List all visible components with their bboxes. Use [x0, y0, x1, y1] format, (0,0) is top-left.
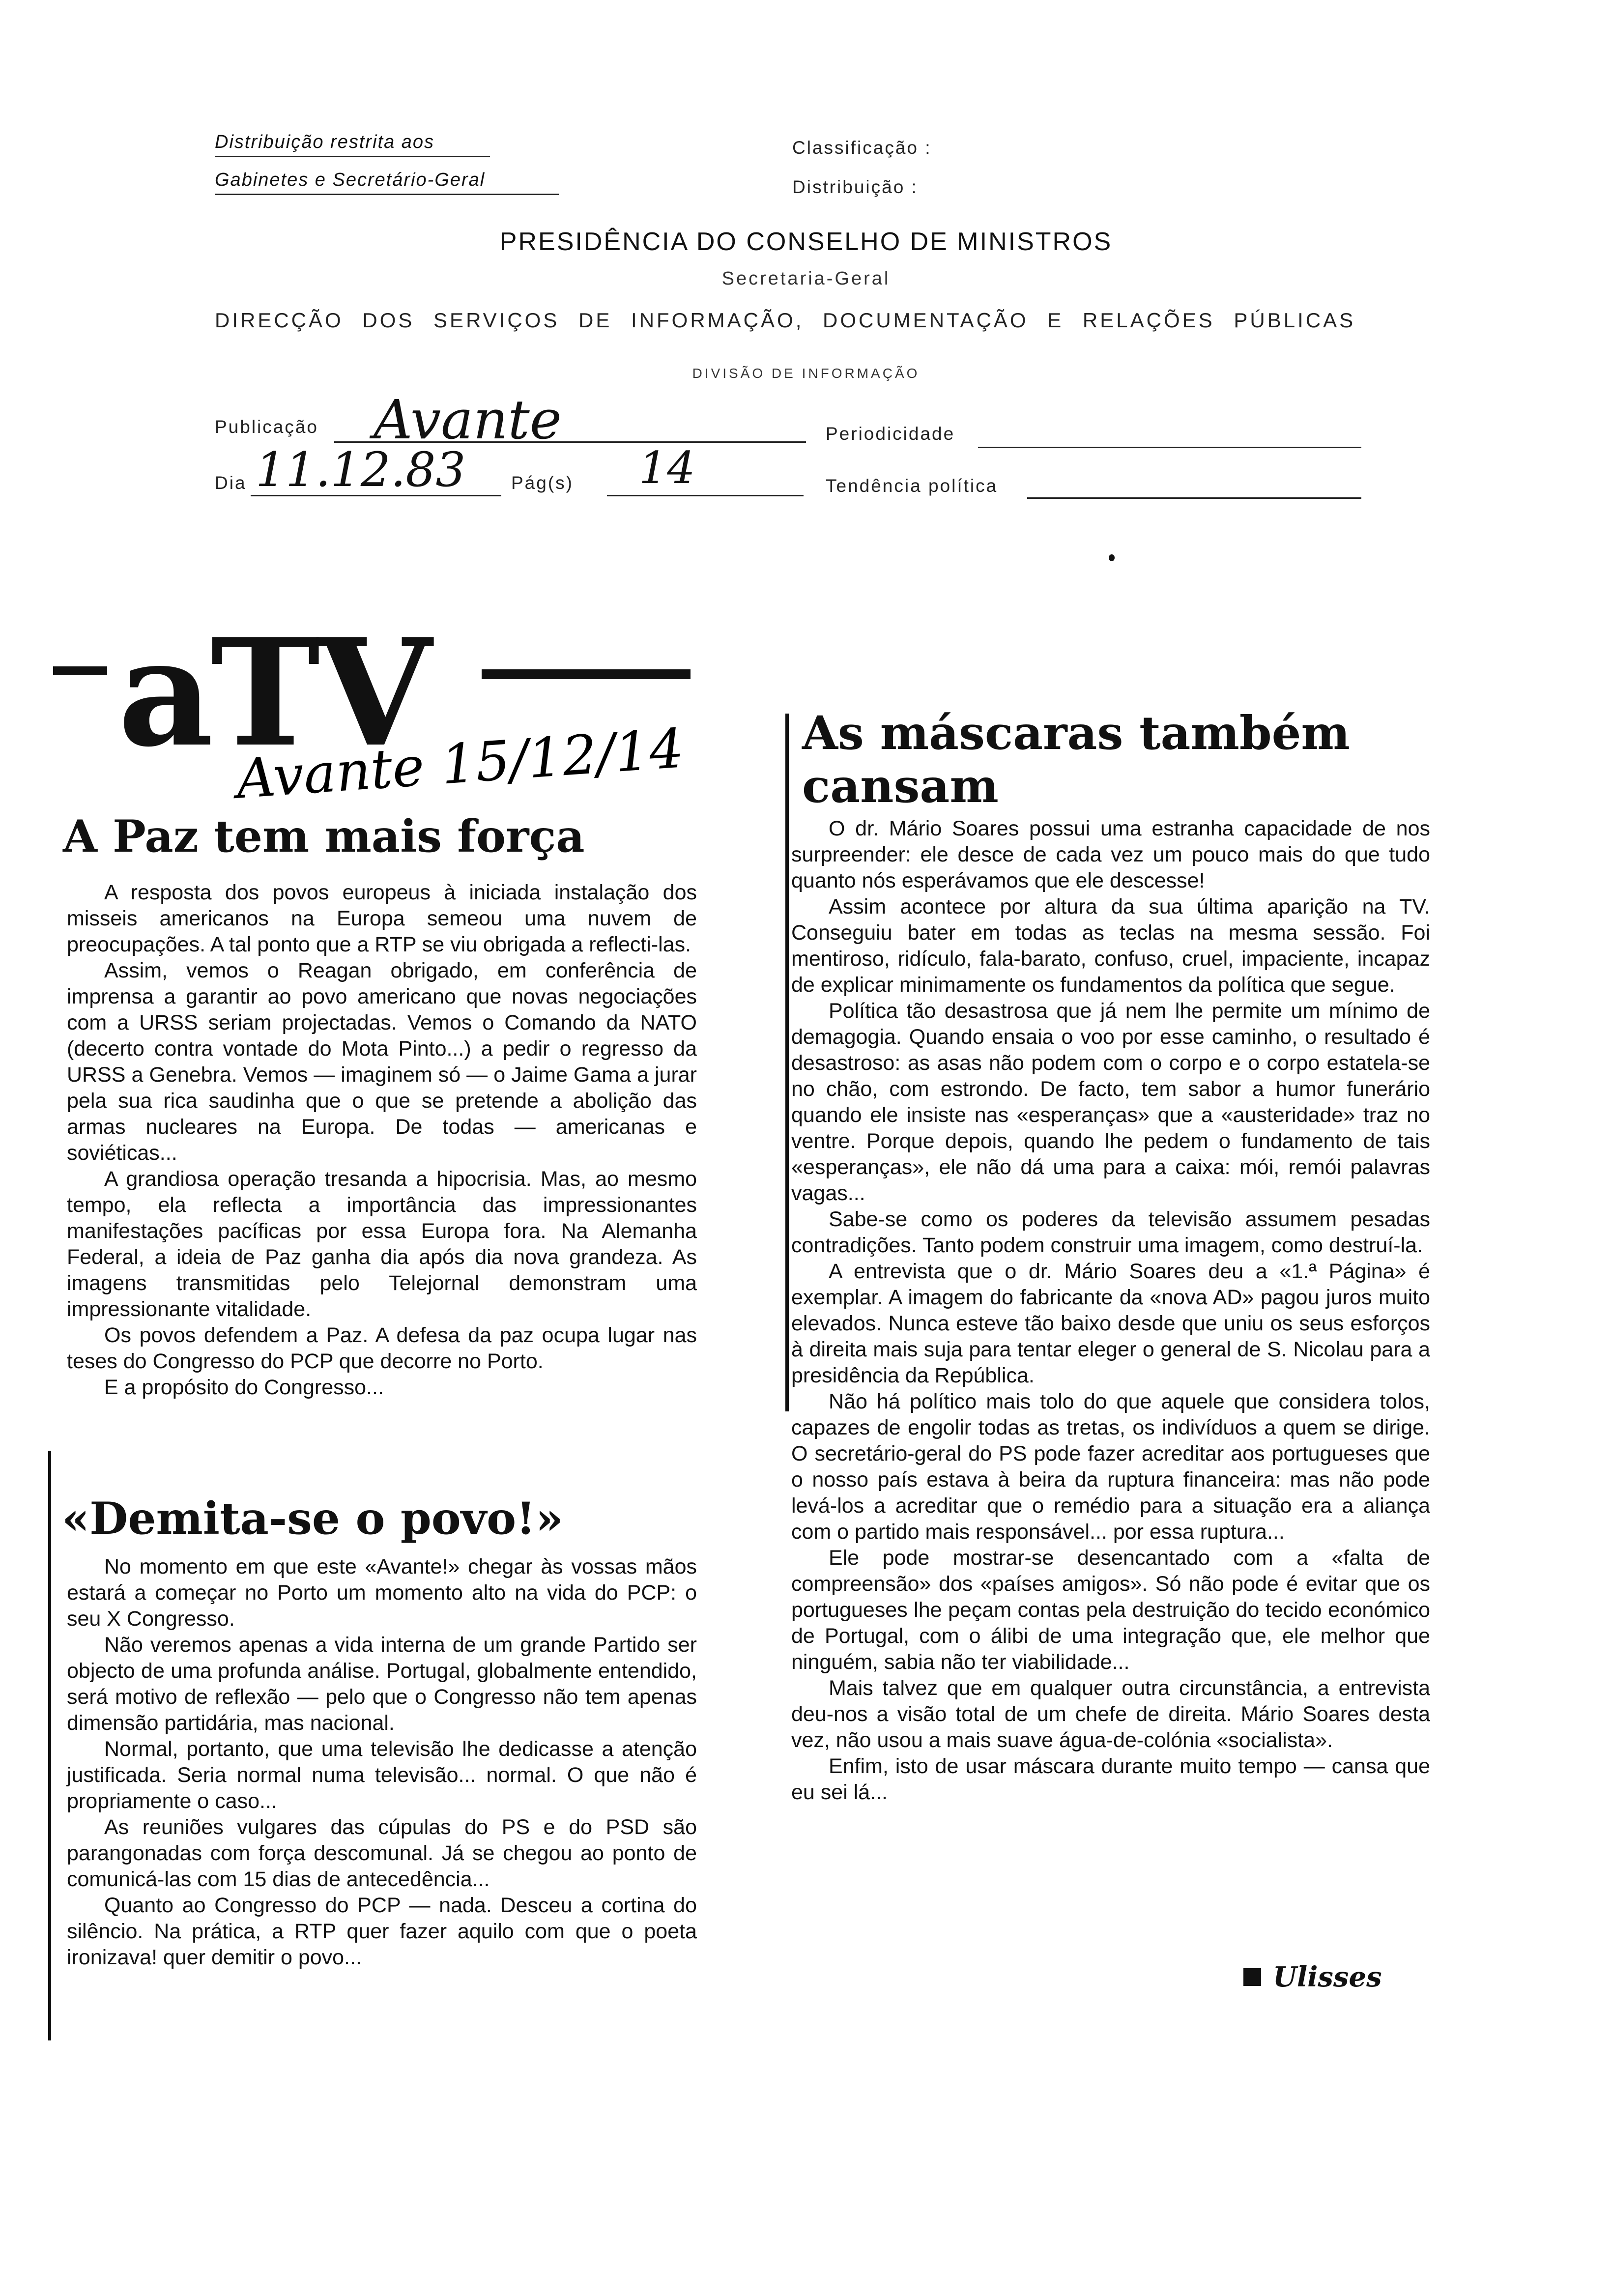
dia-label: Dia	[215, 473, 247, 493]
author-name: Ulisses	[1273, 1961, 1382, 1993]
right-paragraph: A entrevista que o dr. Mário Soares deu a «1.ª Página» é exemplar. A imagem do fabricante da «nova AD» pagou juros muito elevados. Nunca esteve tão baixo desde que uniu os seus esforços à direita mais suja para tentar eleger o general de S. Nicolau para a presidência da República.	[791, 1260, 1430, 1387]
right-paragraph: Enfim, isto de usar máscara durante muito tempo — cansa que eu sei lá...	[791, 1754, 1430, 1804]
classificacao-label: Classificação :	[792, 138, 932, 158]
logo-rule-right	[482, 669, 691, 679]
logo-rule-left	[53, 666, 107, 675]
direccao-label: DIRECÇÃO DOS SERVIÇOS DE INFORMAÇÃO, DOCUMENTAÇÃO E RELAÇÕES PÚBLICAS	[215, 309, 1356, 332]
divisao-label: DIVISÃO DE INFORMAÇÃO	[692, 366, 920, 381]
left-paragraph: As reuniões vulgares das cúpulas do PS e do PSD são parangonadas com força descomunal. Já se chegou ao ponto de comunicá-las com 15 dias de antecedência...	[67, 1815, 697, 1891]
right-paragraph: Não há político mais tolo do que aquele que considera tolos, capazes de engolir todas as tretas, os indivíduos a quem se dirige. O secretário-geral do PS pode fazer acreditar aos portugueses que o nosso país estava à beira da ruptura financeira: mas não pode levá-los a acreditar que o remédio para a situação era a aliança com o partido mais responsável... por essa ruptura...	[791, 1390, 1430, 1544]
pags-label: Pág(s)	[511, 473, 574, 493]
right-article-title-line2: cansam	[802, 759, 999, 813]
left-paragraph: E a propósito do Congresso...	[104, 1376, 384, 1399]
distribution-line-2: Gabinetes e Secretário-Geral	[215, 170, 559, 195]
distribution-line-1: Distribuição restrita aos	[215, 132, 490, 157]
pags-line	[607, 493, 804, 496]
left-paragraph: Assim, vemos o Reagan obrigado, em conferência de imprensa a garantir ao povo americano que novas negociações com a URSS seriam projectadas. Vemos o Comando da NATO (decerto contra vontade do Mota Pinto...) a pedir o regresso da URSS a Genebra. Vemos — imaginem só — o Jaime Gama a jurar pela sua rica saudinha que o que se pretende a abolição das armas nucleares na Europa. De todas — americanas e soviéticas...	[67, 959, 697, 1165]
right-paragraph: Mais talvez que em qualquer outra circunstância, a entrevista deu-nos a visão total de um chefe de direita. Mário Soares desta vez, não usou a mais suave água-de-colónia «socialista».	[791, 1676, 1430, 1752]
margin-mark-right	[785, 714, 789, 1411]
left-paragraph: Quanto ao Congresso do PCP — nada. Desceu a cortina do silêncio. Na prática, a RTP quer fazer aquilo com que o poeta ironizava! quer demitir o povo...	[67, 1894, 697, 1969]
publicacao-label: Publicação	[215, 417, 319, 437]
section-logo-atv: aTV	[118, 606, 429, 779]
dia-handwritten: 11.12.83	[256, 442, 466, 497]
publicacao-handwritten: Avante	[374, 388, 562, 451]
left-paragraph: A resposta dos povos europeus à iniciada instalação dos misseis americanos na Europa semeou uma nuvem de preocupações. A tal ponto que a RTP se viu obrigada a reflecti-las.	[67, 881, 697, 956]
left-article-body	[67, 880, 697, 1401]
right-paragraph: O dr. Mário Soares possui uma estranha capacidade de nos surpreender: ele desce de cada vez um pouco mais do que tudo quanto nós esperávamos que ele descesse!	[791, 817, 1430, 892]
left-article-title: A Paz tem mais força	[63, 810, 585, 862]
left-paragraph: A grandiosa operação tresanda a hipocrisia. Mas, ao mesmo tempo, ela reflecta a importância das impressionantes manifestações pacíficas por essa Europa fora. Na Alemanha Federal, a ideia de Paz ganha dia após dia nova grandeza. As imagens transmitidas pelo Telejornal demonstram uma impressionante vitalidade.	[67, 1167, 697, 1321]
pags-handwritten: 14	[639, 442, 695, 494]
left-article-body-2	[67, 1554, 697, 1971]
right-paragraph: Ele pode mostrar-se desencantado com a «falta de compreensão» dos «países amigos». Só não pode é evitar que os portugueses lhe peçam contas pela destruição do tecido económico de Portugal, com o álibi de uma integração que, ele melhor que ninguém, sabia não ter viabilidade...	[791, 1546, 1430, 1674]
left-paragraph: No momento em que este «Avante!» chegar às vossas mãos estará a começar no Porto um momento alto na vida do PCP: o seu X Congresso.	[67, 1555, 697, 1631]
tendencia-label: Tendência política	[826, 476, 998, 496]
margin-mark-left	[48, 1451, 51, 2040]
right-article-title-line1: As máscaras também	[802, 706, 1350, 760]
periodicidade-label: Periodicidade	[826, 424, 955, 444]
page-title: PRESIDÊNCIA DO CONSELHO DE MINISTROS	[499, 228, 1113, 256]
handwritten-note: Avante 15/12/14	[234, 717, 686, 811]
left-paragraph: Normal, portanto, que uma televisão lhe dedicasse a atenção justificada. Seria normal numa televisão... normal. O que não é propriamente o caso...	[67, 1737, 697, 1813]
speck-mark	[1109, 554, 1115, 561]
left-paragraph: Não veremos apenas a vida interna de um grande Partido ser objecto de uma profunda análise. Portugal, globalmente entendido, será motivo de reflexão — pelo que o Congresso não tem apenas dimensão partidária, mas nacional.	[67, 1633, 697, 1735]
distribuicao-label: Distribuição :	[792, 177, 918, 197]
right-article-body	[791, 816, 1430, 1806]
right-paragraph: Política tão desastrosa que já nem lhe permite um mínimo de demagogia. Quando ensaia o voo por esse caminho, o resultado é desastroso: as asas não podem com o corpo e o corpo estatela-se no chão, com estrondo. De facto, tem sabor a humor funerário quando ele insiste nas «esperanças» que a «austeridade» traz no ventre. Porque depois, quando lhe pedem o fundamento de tais «esperanças», ele não dá uma para a caixa: mói, remói palavras vagas...	[791, 999, 1430, 1205]
left-paragraph: Os povos defendem a Paz. A defesa da paz ocupa lugar nas teses do Congresso do PCP que decorre no Porto.	[67, 1323, 697, 1373]
left-subtitle: «Demita-se o povo!»	[62, 1492, 563, 1545]
periodicidade-line	[978, 445, 1361, 448]
right-paragraph: Assim acontece por altura da sua última aparição na TV. Conseguiu bater em todas as teclas na mesma sessão. Foi mentiroso, ridículo, fala-barato, confuso, cruel, impaciente, incapaz de explicar minimamente os fundamentos da política que segue.	[791, 895, 1430, 997]
author-square-icon	[1243, 1968, 1261, 1986]
right-paragraph: Sabe-se como os poderes da televisão assumem pesadas contradições. Tanto podem construir uma imagem, como destruí-la.	[791, 1207, 1430, 1257]
secretaria-label: Secretaria-Geral	[721, 268, 891, 289]
tendencia-line	[1027, 495, 1361, 499]
